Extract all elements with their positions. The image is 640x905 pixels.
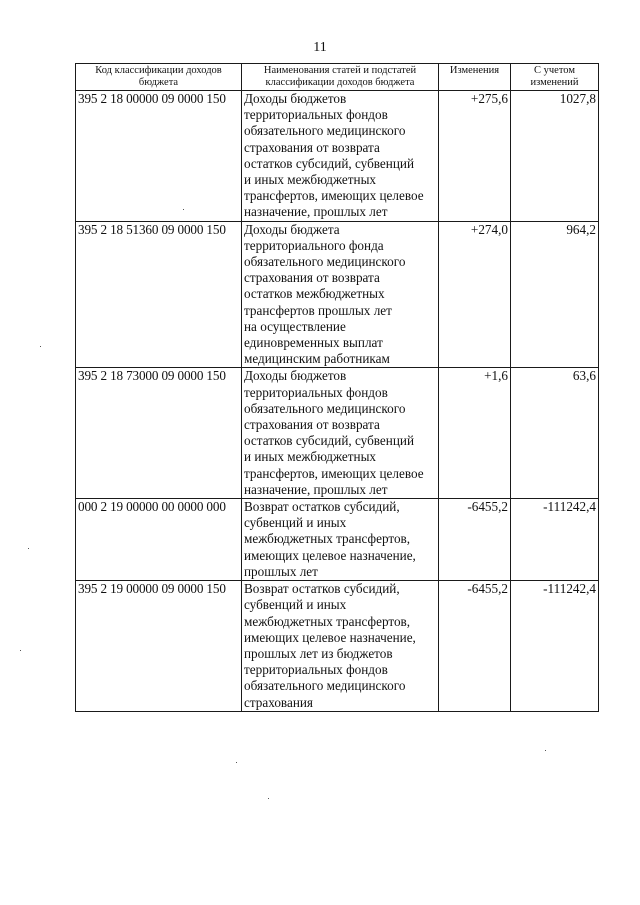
row-name-line: прошлых лет bbox=[244, 563, 318, 579]
row-name-line: субвенций и иных bbox=[244, 515, 347, 531]
row-total: 63,6 bbox=[511, 368, 599, 499]
scan-speck bbox=[28, 548, 29, 549]
row-name-line: остатков субсидий, субвенций bbox=[244, 433, 415, 449]
row-name-line: обязательного медицинского bbox=[244, 400, 406, 416]
row-name-line: имеющих целевое назначение, bbox=[244, 547, 416, 563]
header-name: Наименования статей и подстатей классификации доходов бюджета bbox=[242, 64, 439, 91]
row-name-line: назначение, прошлых лет bbox=[244, 481, 388, 497]
row-name-line: страхования от возврата bbox=[244, 417, 380, 433]
row-name-line: территориальных фондов bbox=[244, 384, 388, 400]
table-header-row bbox=[76, 64, 599, 91]
row-name-line: трансфертов прошлых лет bbox=[244, 302, 392, 318]
row-change: -6455,2 bbox=[439, 581, 511, 712]
row-code: 395 2 19 00000 09 0000 150 bbox=[76, 581, 242, 712]
row-code: 395 2 18 73000 09 0000 150 bbox=[76, 368, 242, 499]
row-name bbox=[242, 581, 439, 712]
row-name-line: назначение, прошлых лет bbox=[244, 204, 388, 220]
row-total: 964,2 bbox=[511, 221, 599, 368]
scan-speck bbox=[545, 750, 546, 751]
table-row bbox=[76, 221, 599, 368]
row-name-line: остатков межбюджетных bbox=[244, 286, 385, 302]
row-name-line: Возврат остатков субсидий, bbox=[244, 499, 400, 515]
header-code: Код классификации доходов бюджета bbox=[76, 64, 242, 91]
row-code: 000 2 19 00000 00 0000 000 bbox=[76, 499, 242, 581]
row-change: +1,6 bbox=[439, 368, 511, 499]
row-name-line: на осуществление bbox=[244, 318, 346, 334]
row-name-line: Доходы бюджетов bbox=[244, 91, 347, 106]
table-row bbox=[76, 368, 599, 499]
row-name bbox=[242, 499, 439, 581]
scan-speck bbox=[268, 798, 269, 799]
row-change: +274,0 bbox=[439, 221, 511, 368]
row-name-line: территориальных фондов bbox=[244, 662, 388, 678]
row-name-line: субвенций и иных bbox=[244, 597, 347, 613]
row-code: 395 2 18 00000 09 0000 150 bbox=[76, 91, 242, 222]
row-name-line: территориальных фондов bbox=[244, 107, 388, 123]
table-row bbox=[76, 581, 599, 712]
scan-speck bbox=[40, 346, 41, 347]
row-name-line: страхования bbox=[244, 694, 313, 710]
row-name-line: трансфертов, имеющих целевое bbox=[244, 188, 424, 204]
row-name-line: прошлых лет из бюджетов bbox=[244, 645, 393, 661]
row-name-line: Доходы бюджета bbox=[244, 221, 340, 237]
row-total: -111242,4 bbox=[511, 499, 599, 581]
row-name-line: территориального фонда bbox=[244, 237, 384, 253]
row-name-line: и иных межбюджетных bbox=[244, 449, 377, 465]
row-name-line: страхования от возврата bbox=[244, 139, 380, 155]
row-code: 395 2 18 51360 09 0000 150 bbox=[76, 221, 242, 368]
row-name bbox=[242, 368, 439, 499]
row-change: -6455,2 bbox=[439, 499, 511, 581]
header-total: С учетом изменений bbox=[511, 64, 599, 91]
table-row bbox=[76, 499, 599, 581]
page-number: 11 bbox=[313, 40, 327, 55]
row-name-line: имеющих целевое назначение, bbox=[244, 629, 416, 645]
row-name bbox=[242, 221, 439, 368]
row-total: 1027,8 bbox=[511, 91, 599, 222]
scan-speck bbox=[20, 650, 21, 651]
row-name-line: Доходы бюджетов bbox=[244, 368, 347, 384]
row-name-line: трансфертов, имеющих целевое bbox=[244, 465, 424, 481]
header-change: Изменения bbox=[439, 64, 511, 91]
scan-speck bbox=[236, 762, 237, 763]
row-name bbox=[242, 91, 439, 222]
scan-speck bbox=[183, 209, 184, 210]
row-name-line: обязательного медицинского bbox=[244, 678, 406, 694]
row-name-line: Возврат остатков субсидий, bbox=[244, 581, 400, 597]
row-total: -111242,4 bbox=[511, 581, 599, 712]
row-name-line: обязательного медицинского bbox=[244, 254, 406, 270]
row-name-line: межбюджетных трансфертов, bbox=[244, 531, 411, 547]
row-name-line: и иных межбюджетных bbox=[244, 172, 377, 188]
row-name-line: межбюджетных трансфертов, bbox=[244, 613, 411, 629]
row-name-line: обязательного медицинского bbox=[244, 123, 406, 139]
budget-revenue-table bbox=[75, 63, 599, 712]
row-name-line: остатков субсидий, субвенций bbox=[244, 155, 415, 171]
table-row bbox=[76, 91, 599, 222]
row-name-line: единовременных выплат bbox=[244, 335, 383, 351]
row-name-line: страхования от возврата bbox=[244, 270, 380, 286]
row-name-line: медицинским работникам bbox=[244, 351, 390, 367]
row-change: +275,6 bbox=[439, 91, 511, 222]
